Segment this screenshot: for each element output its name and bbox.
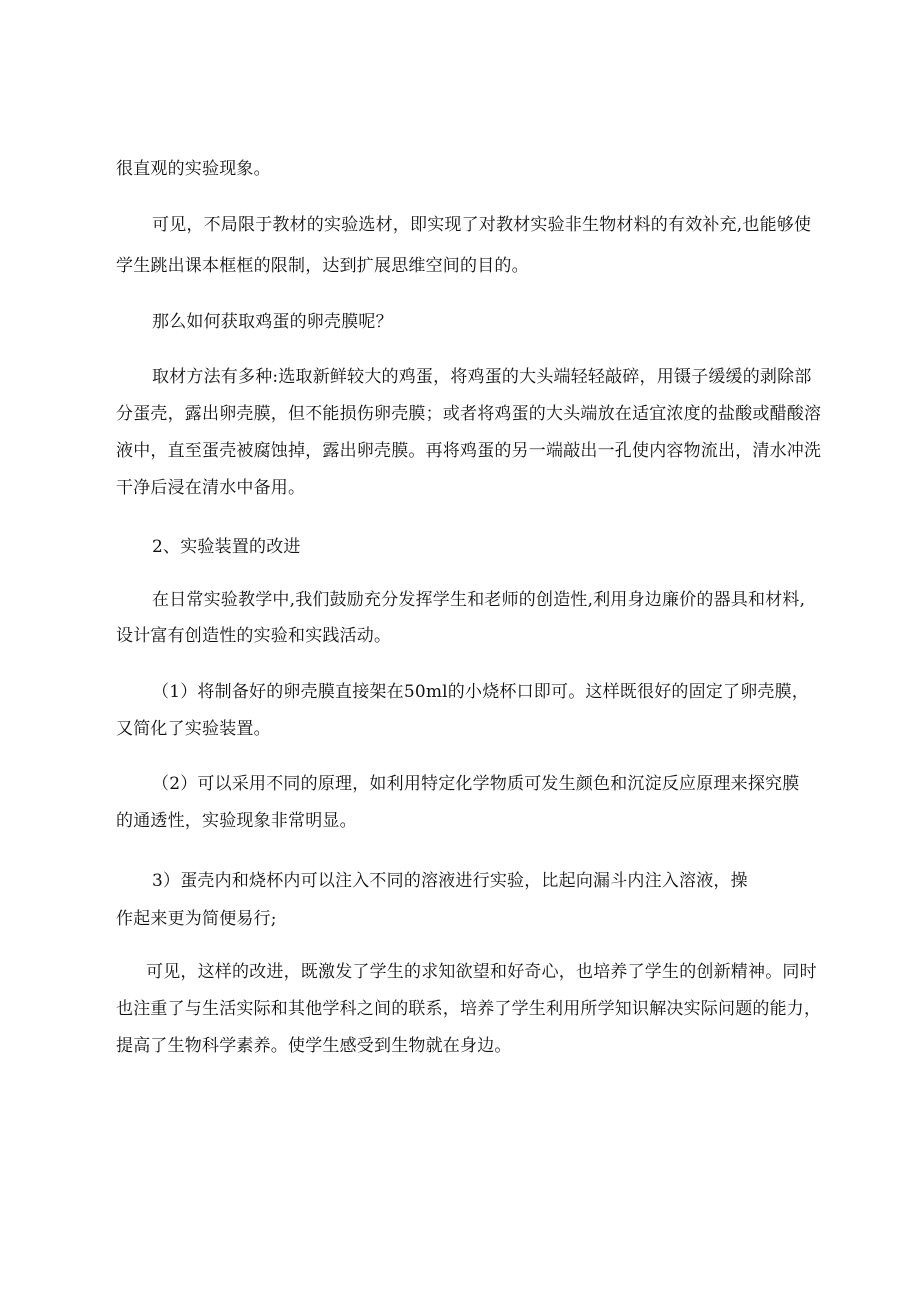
paragraph-line: 提高了生物科学素养。使学生感受到生物就在身边。 [116, 1036, 512, 1056]
paragraph-line: 分蛋壳，露出卵壳膜，但不能损伤卵壳膜；或者将鸡蛋的大头端放在适宜浓度的盐酸或醋酸溶 [116, 404, 822, 424]
paragraph-line: 可见，这样的改进，既激发了学生的求知欲望和好奇心，也培养了学生的创新精神。同时 [146, 962, 817, 982]
paragraph-line: 设计富有创造性的实验和实践活动。 [116, 626, 392, 646]
paragraph-line: 液中，直至蛋壳被腐蚀掉，露出卵壳膜。再将鸡蛋的另一端敲出一孔使内容物流出，清水冲洗 [116, 441, 822, 461]
list-item-line: （1）将制备好的卵壳膜直接架在50ml的小烧杯口即可。这样既很好的固定了卵壳膜， [152, 682, 810, 702]
paragraph-line: 也注重了与生活实际和其他学科之间的联系，培养了学生利用所学知识解决实际问题的能力， [116, 999, 822, 1019]
list-item-line: 作起来更为简便易行; [116, 909, 277, 929]
list-item-line: （2）可以采用不同的原理，如利用特定化学物质可发生颜色和沉淀反应原理来探究膜 [152, 774, 800, 794]
paragraph-line: 在日常实验教学中,我们鼓励充分发挥学生和老师的创造性,利用身边廉价的器具和材料, [152, 590, 806, 610]
paragraph-line: 学生跳出课本框框的限制，达到扩展思维空间的目的。 [116, 256, 529, 276]
paragraph-line: 取材方法有多种:选取新鲜较大的鸡蛋，将鸡蛋的大头端轻轻敲碎，用镊子缓缓的剥除部 [152, 367, 812, 387]
list-item-line: 的通透性，实验现象非常明显。 [116, 811, 357, 831]
paragraph-line: 很直观的实验现象。 [116, 159, 271, 179]
paragraph-line: 可见，不局限于教材的实验选材，即实现了对教材实验非生物材料的有效补充,也能够使 [152, 215, 812, 235]
paragraph-line: 干净后浸在清水中备用。 [116, 478, 306, 498]
section-heading: 2、实验装置的改进 [152, 537, 301, 557]
list-item-line: 3）蛋壳内和烧杯内可以注入不同的溶液进行实验，比起向漏斗内注入溶液，操 [152, 871, 748, 891]
paragraph-line: 那么如何获取鸡蛋的卵壳膜呢？ [152, 312, 393, 332]
list-item-line: 又简化了实验装置。 [116, 719, 271, 739]
